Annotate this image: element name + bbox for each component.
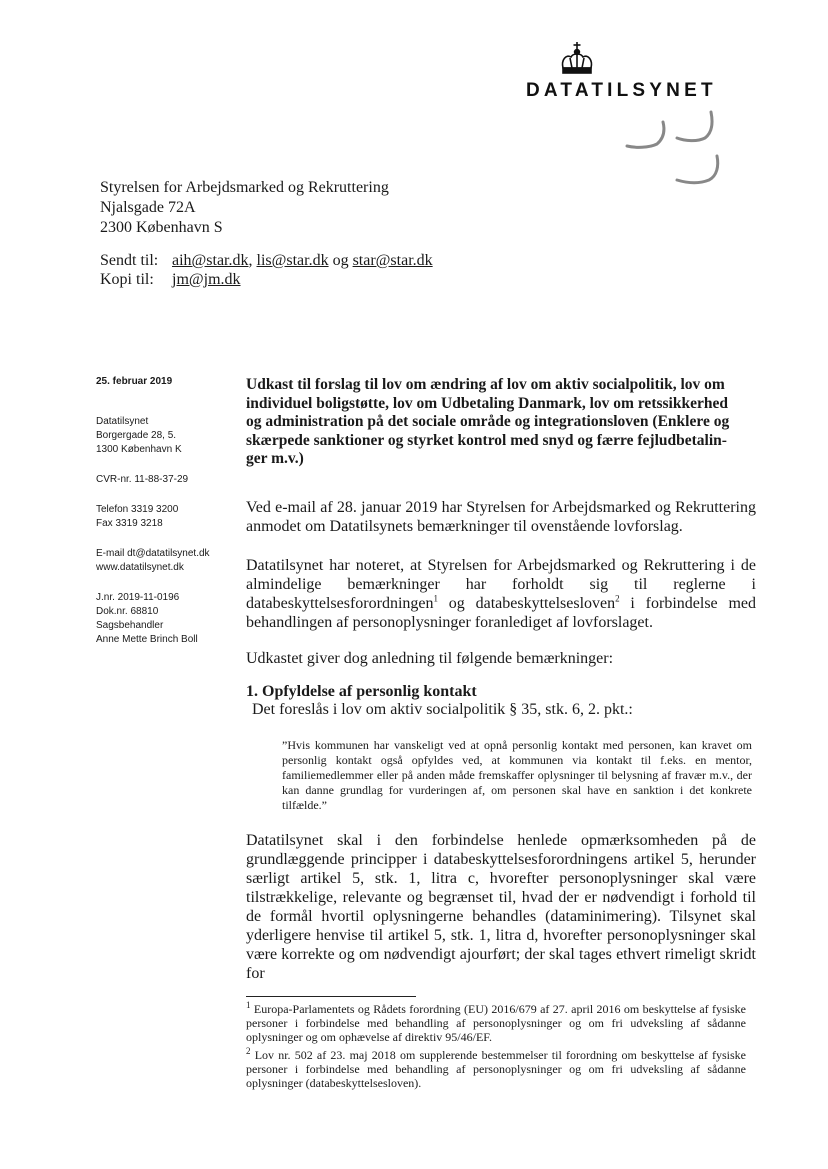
fax-number: Fax 3319 3218 xyxy=(96,518,163,529)
caseworker-name: Anne Mette Brinch Boll xyxy=(96,634,198,645)
sent-to-row xyxy=(100,252,433,270)
paragraph-2-text-b: og databeskyttelsesloven xyxy=(438,595,616,612)
section-heading: 1. Opfyldelse af personlig kontakt xyxy=(246,683,477,700)
footnote-number: 2 xyxy=(246,1046,251,1056)
subject-line: ger m.v.) xyxy=(246,450,304,467)
sender-name: Datatilsynet xyxy=(96,416,149,427)
subject-heading xyxy=(246,376,756,469)
footnote-1 xyxy=(246,1002,746,1044)
sent-to-email-3[interactable]: star@star.dk xyxy=(352,252,433,269)
document-number: Dok.nr. 68810 xyxy=(96,606,159,617)
paragraph-4: Datatilsynet skal i den forbindelse henlede opmærksomheden på de grundlæggende principper i databeskyttelsesforordningens artikel 5, herunder særligt artikel 5, stk. 1, litra c, hvorefter personoplysninger skal være tilstrækkelige, relevante og begrænset til, hvad der er nødvendigt i forhold til de formål hvortil oplysningerne behandles (dataminimering). Tilsynet skal yderligere henvise til artikel 5, stk. 1, litra d, hvorefter personoplysninger skal være korrekte og om nødvendigt ajourført; der skal tages ethvert rimeligt skridt for xyxy=(246,832,756,982)
sent-to-email-2[interactable]: lis@star.dk xyxy=(256,252,329,269)
recipient-line-3: 2300 København S xyxy=(100,219,223,236)
copy-to-email[interactable]: jm@jm.dk xyxy=(172,271,241,288)
footnote-text: Lov nr. 502 af 23. maj 2018 om supplerende bestemmelser til forordning om beskyttelse af fysiske personer i forbindelse med behandling af personoplysninger og om fri udveksling af sådanne oplysninger (databeskyttelsesloven). xyxy=(246,1048,746,1090)
sender-city: 1300 København K xyxy=(96,444,182,455)
subject-line: skærpede sanktioner og styrket kontrol med snyd og færre fejludbetalin- xyxy=(246,431,727,449)
copy-to-row xyxy=(100,271,241,289)
letter-date: 25. februar 2019 xyxy=(96,376,173,387)
footnote-number: 1 xyxy=(246,1000,251,1010)
sender-street: Borgergade 28, 5. xyxy=(96,430,177,441)
recipient-line-2: Njalsgade 72A xyxy=(100,199,196,216)
subject-line: individuel boligstøtte, lov om Udbetaling Danmark, lov om retssikkerhed xyxy=(246,394,728,412)
crown-icon xyxy=(555,40,599,76)
sent-to-email-1[interactable]: aih@star.dk xyxy=(172,252,249,269)
journal-number: J.nr. 2019-11-0196 xyxy=(96,592,180,603)
footnote-2 xyxy=(246,1048,746,1090)
cvr-number: CVR-nr. 11-88-37-29 xyxy=(96,474,189,485)
footnote-divider xyxy=(246,996,416,997)
paragraph-3: Udkastet giver dog anledning til følgende bemærkninger: xyxy=(246,650,614,667)
copy-to-label: Kopi til: xyxy=(100,271,154,288)
paragraph-1: Ved e-mail af 28. januar 2019 har Styrelsen for Arbejdsmarked og Rekruttering anmodet om Datatilsynets bemærkninger til ovenstående lovforslag. xyxy=(246,499,756,535)
sent-to-separator-1: , xyxy=(248,252,253,269)
paragraph-2 xyxy=(246,556,756,632)
footnote-ref-1[interactable]: 1 xyxy=(433,593,438,604)
sent-to-separator-2: og xyxy=(332,252,349,269)
handwritten-initials xyxy=(615,108,745,198)
quoted-provision: ”Hvis kommunen har vanskeligt ved at opnå personlig kontakt med personen, kan kravet om personlig kontakt også opfyldes ved, at kommunen via kontakt til f.eks. en mentor, familiemedlemmer eller på anden måde fremskaffer oplysninger til belysning af fravær m.v., der kan danne grundlag for vurderingen af, om personen skal have en sanktion i det konkrete tilfælde.” xyxy=(282,738,752,812)
footnote-ref-2[interactable]: 2 xyxy=(615,593,620,604)
sent-to-label: Sendt til: xyxy=(100,252,159,269)
paragraph-2-text-a: Datatilsynet har noteret, at Styrelsen for Arbejdsmarked og Rekruttering i de almindelige bemærkninger har forholdt sig til reglerne i databeskyttelsesforordningen xyxy=(246,557,756,612)
phone-number: Telefon 3319 3200 xyxy=(96,504,179,515)
sender-website[interactable]: www.datatilsynet.dk xyxy=(96,562,184,573)
logo-text: DATATILSYNET xyxy=(526,80,717,101)
recipient-line-1: Styrelsen for Arbejdsmarked og Rekruttering xyxy=(100,179,389,196)
subject-line: og administration på det sociale område og integrationsloven (Enklere og xyxy=(246,413,730,430)
section-intro: Det foreslås i lov om aktiv socialpolitik § 35, stk. 6, 2. pkt.: xyxy=(252,701,633,718)
paragraph-2-text-c: i forbindelse med behandlingen af personoplysninger foranlediget af lovforslaget. xyxy=(246,595,757,631)
caseworker-label: Sagsbehandler xyxy=(96,620,164,631)
sender-email[interactable]: E-mail dt@datatilsynet.dk xyxy=(96,548,210,559)
footnote-text: Europa-Parlamentets og Rådets forordning (EU) 2016/679 af 27. april 2016 om beskyttelse af fysiske personer i forbindelse med behandling af personoplysninger og om fri udveksling af sådanne oplysninger og om ophævelse af direktiv 95/46/EF. xyxy=(246,1002,747,1044)
subject-line: Udkast til forslag til lov om ændring af lov om aktiv socialpolitik, lov om xyxy=(246,376,725,393)
